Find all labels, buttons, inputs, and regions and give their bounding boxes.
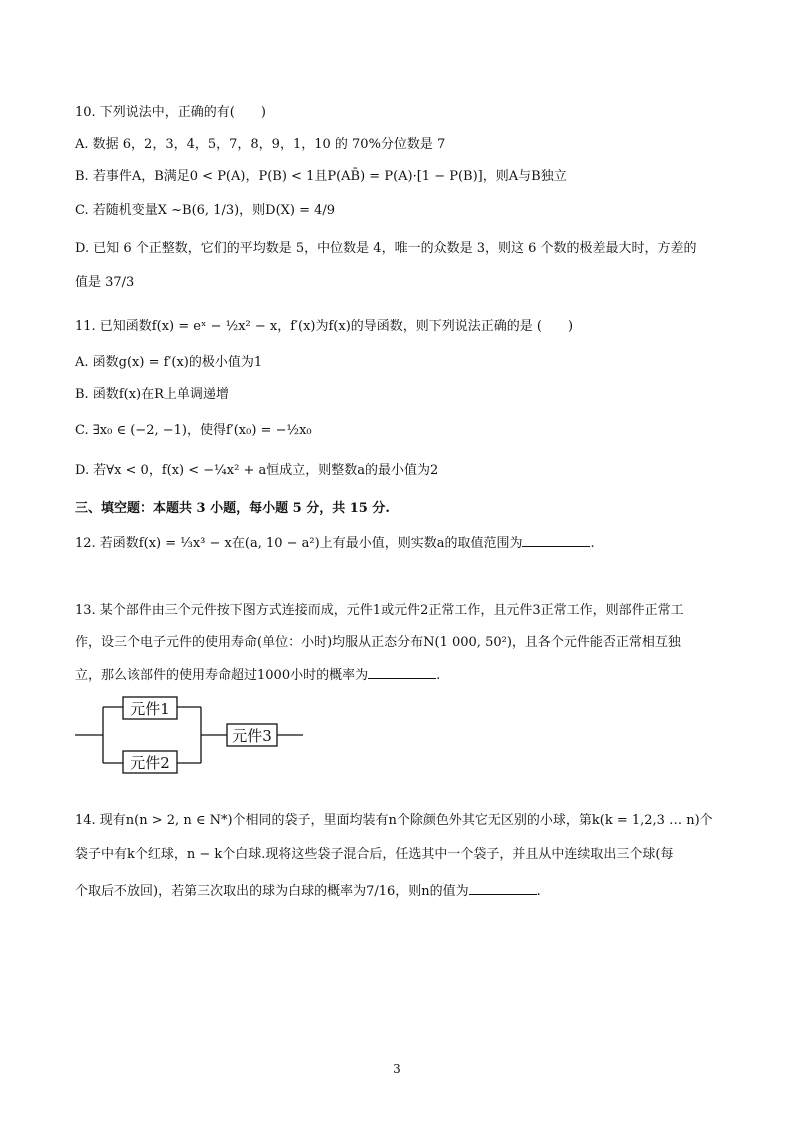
q10-option-b: B. 若事件A，B满足0 < P(A)，P(B) < 1且P(AB̄) = P(A)·[1 − P(B)]，则A与B独立	[75, 169, 567, 184]
q12-line	[75, 534, 595, 553]
q13-line1: 13. 某个部件由三个元件按下图方式连接而成，元件1或元件2正常工作，且元件3正常工作，则部件正常工	[75, 603, 684, 618]
q11-option-d: D. 若∀x < 0，f(x) < −¼x² + a恒成立，则整数a的最小值为2	[75, 463, 439, 478]
q13-line2: 作，设三个电子元件的使用寿命(单位：小时)均服从正态分布N(1 000, 50²)，且各个元件能否正常相互独	[75, 635, 681, 650]
q13-line3: 立，那么该部件的使用寿命超过1000小时的概率为	[75, 668, 369, 683]
q10-option-d-line2: 值是 37/3	[75, 275, 135, 290]
q11-option-c: C. ∃x₀ ∈ (−2, −1)，使得f′(x₀) = −½x₀	[75, 423, 312, 438]
q11-option-b: B. 函数f(x)在R上单调递增	[75, 387, 229, 402]
component-1-label: 元件1	[130, 700, 170, 718]
q10-stem: 10. 下列说法中，正确的有( )	[75, 105, 266, 120]
q13-end: .	[436, 668, 441, 683]
page-number: 3	[393, 1062, 401, 1076]
q14-line2: 袋子中有k个红球，n − k个白球.现将这些袋子混合后，任选其中一个袋子，并且从中连续取出三个球(每	[75, 847, 674, 862]
q12-end: .	[590, 536, 595, 551]
q14-end: .	[536, 884, 541, 899]
q14-line3: 个取后不放回)，若第三次取出的球为白球的概率为7/16，则n的值为	[75, 884, 469, 899]
answer-blank	[522, 534, 590, 547]
q10-option-a: A. 数据 6，2，3，4，5，7，8，9，1，10 的 70%分位数是 7	[75, 137, 446, 152]
q14-line1: 14. 现有n(n > 2, n ∈ N*)个相同的袋子，里面均装有n个除颜色外其它无区别的小球，第k(k = 1,2,3 … n)个	[75, 813, 713, 828]
q10-option-c: C. 若随机变量X ~B(6, 1/3)，则D(X) = 4/9	[75, 203, 336, 218]
component-3-label: 元件3	[232, 727, 272, 745]
q14-line3-wrap	[75, 882, 541, 901]
answer-blank	[469, 882, 537, 895]
q13-line3-wrap	[75, 666, 440, 685]
q11-option-a: A. 函数g(x) = f′(x)的极小值为1	[75, 355, 263, 370]
q11-stem: 11. 已知函数f(x) = eˣ − ½x² − x，f′(x)为f(x)的导函数，则下列说法正确的是 ( )	[75, 319, 574, 334]
section-heading: 三、填空题：本题共 3 小题，每小题 5 分，共 15 分.	[75, 501, 390, 516]
circuit-diagram	[75, 695, 315, 777]
answer-blank	[368, 666, 436, 679]
component-2-label: 元件2	[130, 754, 170, 772]
q12-text: 12. 若函数f(x) = ⅓x³ − x在(a, 10 − a²)上有最小值，则实数a的取值范围为	[75, 536, 523, 551]
q10-option-d-line1: D. 已知 6 个正整数，它们的平均数是 5，中位数是 4，唯一的众数是 3，则这 6 个数的极差最大时，方差的	[75, 241, 697, 256]
